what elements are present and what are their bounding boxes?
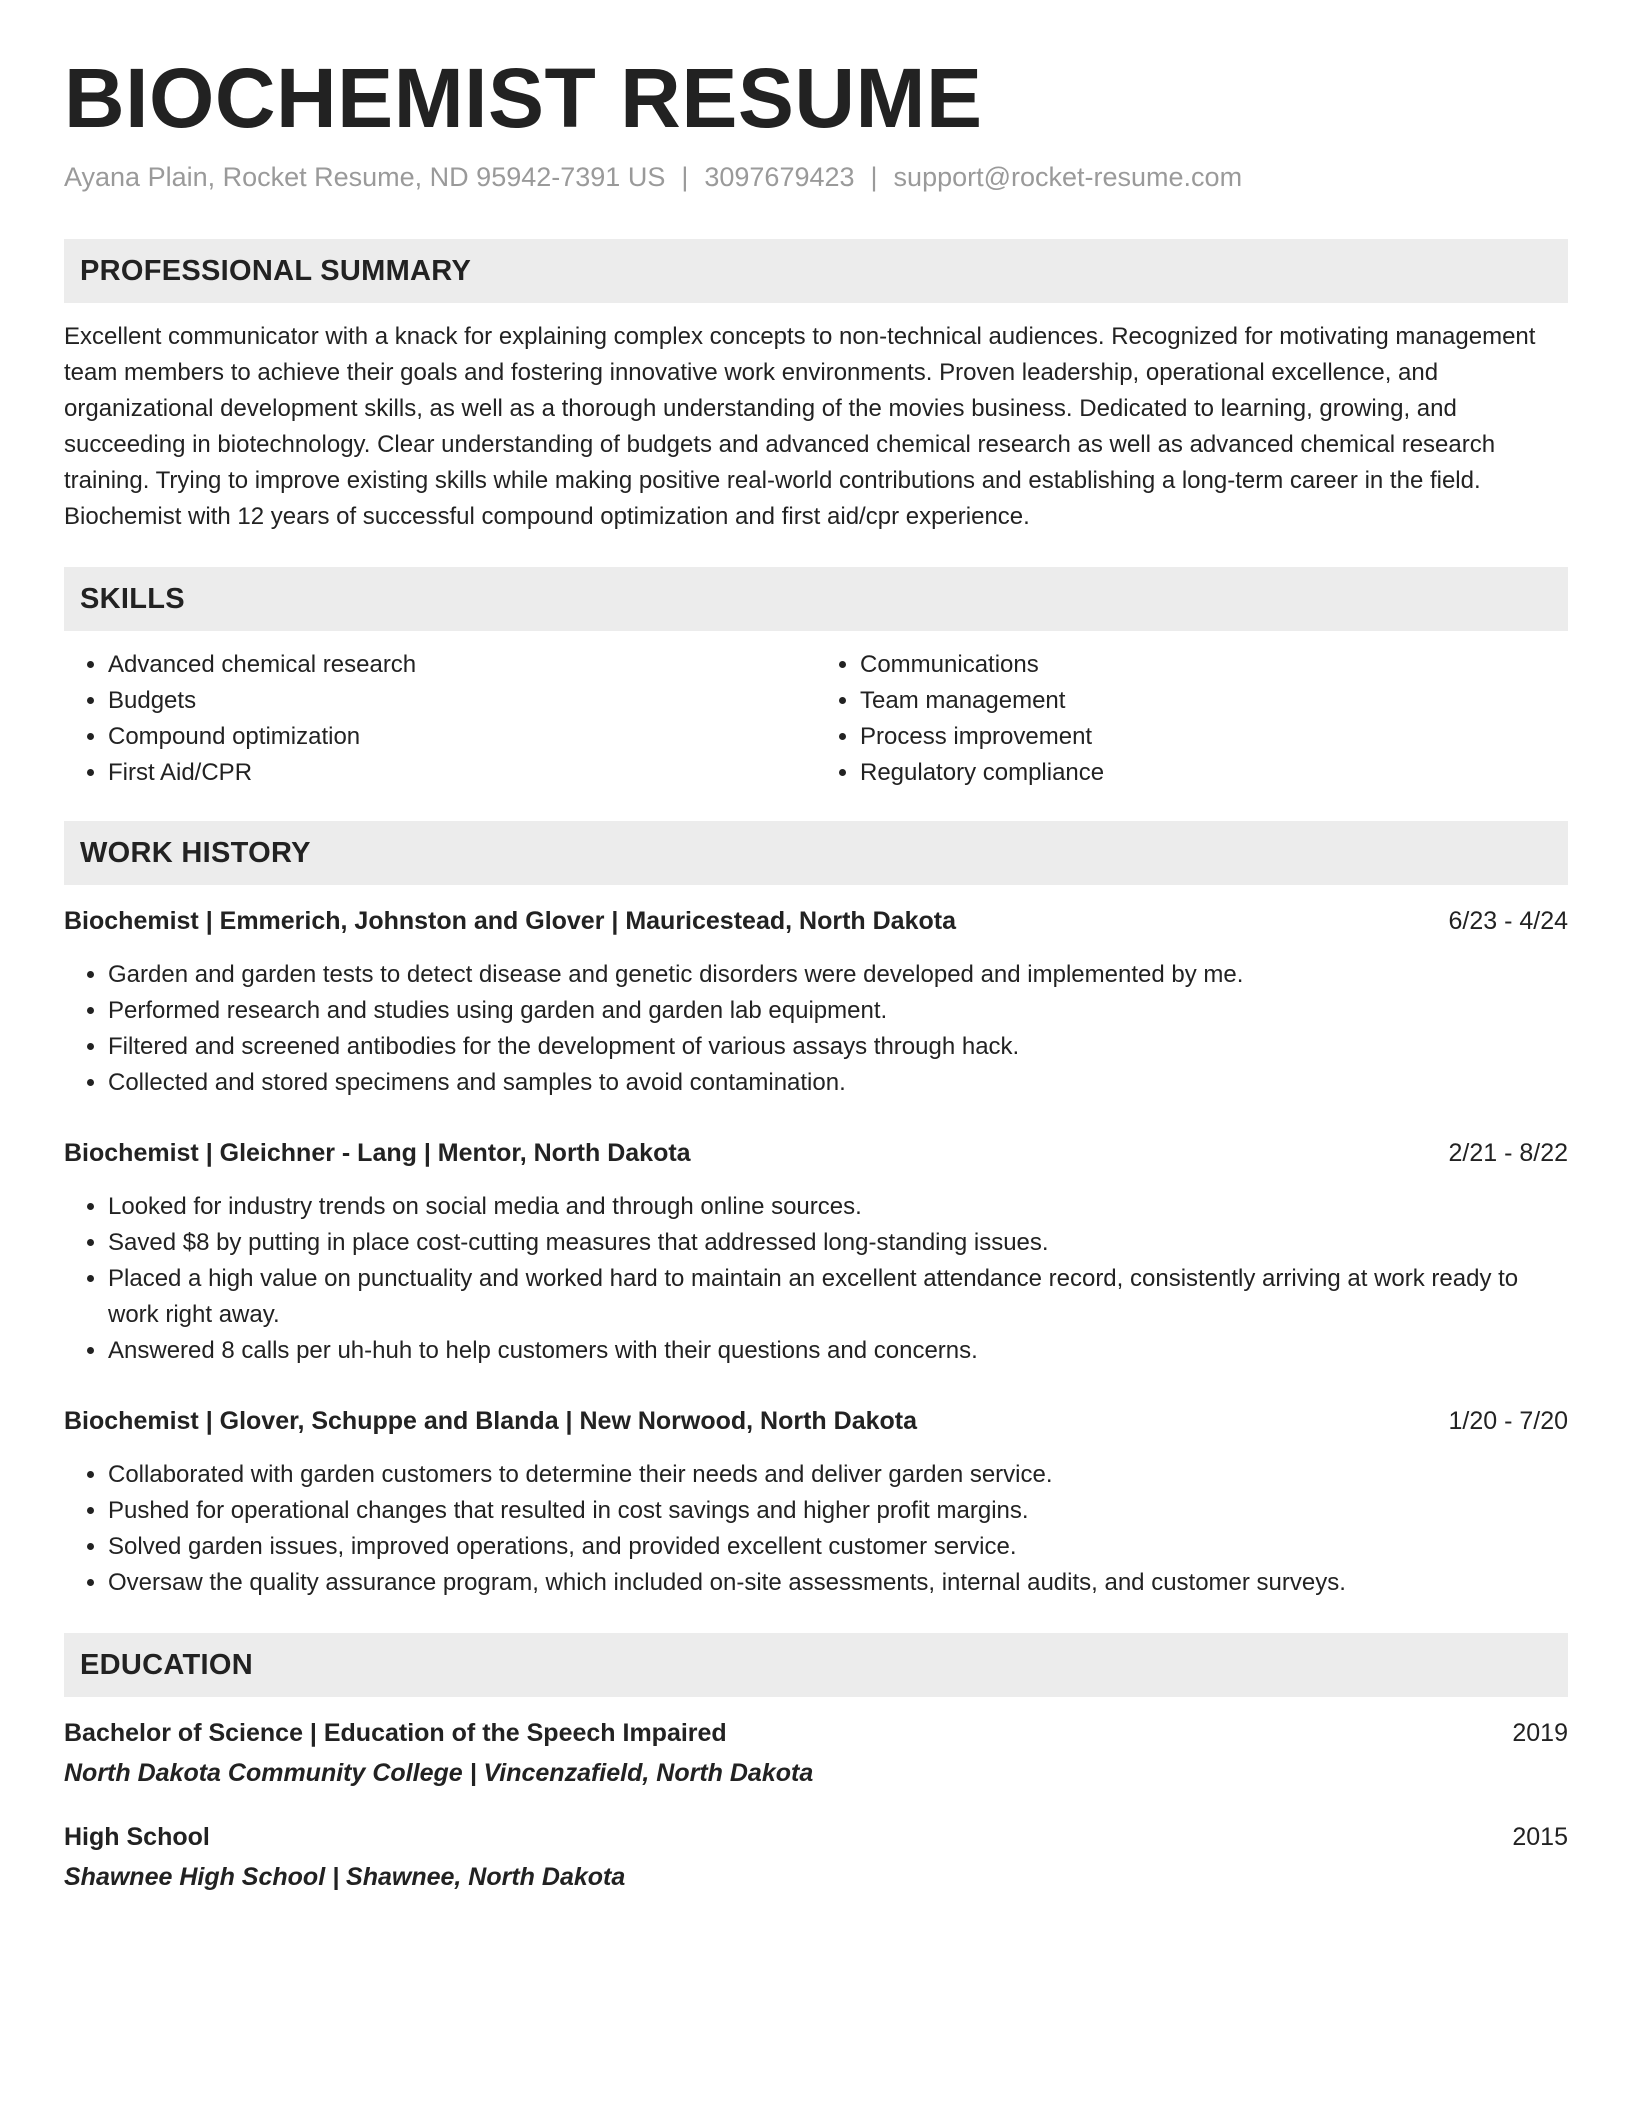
job-bullet: • Answered 8 calls per uh-huh to help customers with their questions and concerns. [108, 1333, 1568, 1369]
skill-item: • Communications [860, 647, 1568, 683]
job-bullet: • Oversaw the quality assurance program, which included on-site assessments, internal audits, and customer surveys. [108, 1565, 1568, 1601]
contact-separator: | [681, 162, 689, 193]
contact-line [64, 162, 1568, 193]
summary-text: Excellent communicator with a knack for explaining complex concepts to non-technical audiences. Recognized for motivating management team members to achieve their goals and fostering innovative work environments. Proven leadership, operational excellence, and organizational development skills, as well as a thorough understanding of the movies business. Dedicated to learning, growing, and succeeding in biotechnology. Clear understanding of budgets and advanced chemical research as well as advanced chemical research training. Trying to improve existing skills while making positive real-world contributions and establishing a long-term career in the field. Biochemist with 12 years of successful compound optimization and first aid/cpr experience. [64, 323, 1536, 531]
section-header-education: EDUCATION [64, 1633, 1568, 1697]
job-bullet: • Looked for industry trends on social media and through online sources. [108, 1189, 1568, 1225]
job-title: Biochemist | Glover, Schuppe and Blanda | New Norwood, North Dakota [64, 1407, 918, 1436]
job-bullet: • Pushed for operational changes that resulted in cost savings and higher profit margins. [108, 1493, 1568, 1529]
job-dates: 6/23 - 4/24 [1448, 907, 1568, 936]
section-header-skills: SKILLS [64, 567, 1568, 631]
education-entry [64, 1715, 1568, 1791]
contact-phone: 3097679423 [704, 162, 855, 193]
section-header-work: WORK HISTORY [64, 821, 1568, 885]
skills-grid [64, 647, 1568, 791]
job-bullet: • Placed a high value on punctuality and worked hard to maintain an excellent attendance record, consistently arriving at work ready to work right away. [108, 1261, 1568, 1333]
job-bullet: • Garden and garden tests to detect disease and genetic disorders were developed and implemented by me. [108, 957, 1568, 993]
skill-item: • Compound optimization [108, 719, 816, 755]
contact-separator: | [870, 162, 878, 193]
education-degree: High School [64, 1823, 210, 1852]
job-bullet: • Collaborated with garden customers to determine their needs and deliver garden service. [108, 1457, 1568, 1493]
skills-column-right [816, 647, 1568, 791]
education-header [64, 1819, 1568, 1855]
job-bullet: • Solved garden issues, improved operations, and provided excellent customer service. [108, 1529, 1568, 1565]
job-entry [64, 1135, 1568, 1369]
job-header [64, 1135, 1568, 1171]
job-bullet: • Performed research and studies using garden and garden lab equipment. [108, 993, 1568, 1029]
skill-item: • Regulatory compliance [860, 755, 1568, 791]
job-dates: 1/20 - 7/20 [1448, 1407, 1568, 1436]
skill-item: • Team management [860, 683, 1568, 719]
skill-item: • First Aid/CPR [108, 755, 816, 791]
education-school: Shawnee High School | Shawnee, North Dakota [64, 1863, 626, 1892]
section-header-summary: PROFESSIONAL SUMMARY [64, 239, 1568, 303]
contact-email: support@rocket-resume.com [893, 162, 1243, 193]
education-header [64, 1715, 1568, 1751]
job-dates: 2/21 - 8/22 [1448, 1139, 1568, 1168]
skill-item: • Process improvement [860, 719, 1568, 755]
education-school: North Dakota Community College | Vincenzafield, North Dakota [64, 1759, 814, 1788]
job-entry [64, 1403, 1568, 1601]
resume-title: BIOCHEMIST RESUME [64, 51, 983, 145]
skill-item: • Budgets [108, 683, 816, 719]
skill-item: • Advanced chemical research [108, 647, 816, 683]
education-degree: Bachelor of Science | Education of the Speech Impaired [64, 1719, 727, 1748]
education-entry [64, 1819, 1568, 1895]
job-header [64, 903, 1568, 939]
job-title: Biochemist | Emmerich, Johnston and Glover | Mauricestead, North Dakota [64, 907, 956, 936]
job-entry [64, 903, 1568, 1101]
skills-column-left [64, 647, 816, 791]
job-bullet: • Saved $8 by putting in place cost-cutting measures that addressed long-standing issues. [108, 1225, 1568, 1261]
job-header [64, 1403, 1568, 1439]
job-bullet: • Collected and stored specimens and samples to avoid contamination. [108, 1065, 1568, 1101]
job-bullet: • Filtered and screened antibodies for the development of various assays through hack. [108, 1029, 1568, 1065]
education-year: 2015 [1512, 1823, 1568, 1852]
education-year: 2019 [1512, 1719, 1568, 1748]
contact-address: Ayana Plain, Rocket Resume, ND 95942-7391 US [64, 162, 666, 193]
job-title: Biochemist | Gleichner - Lang | Mentor, North Dakota [64, 1139, 691, 1168]
